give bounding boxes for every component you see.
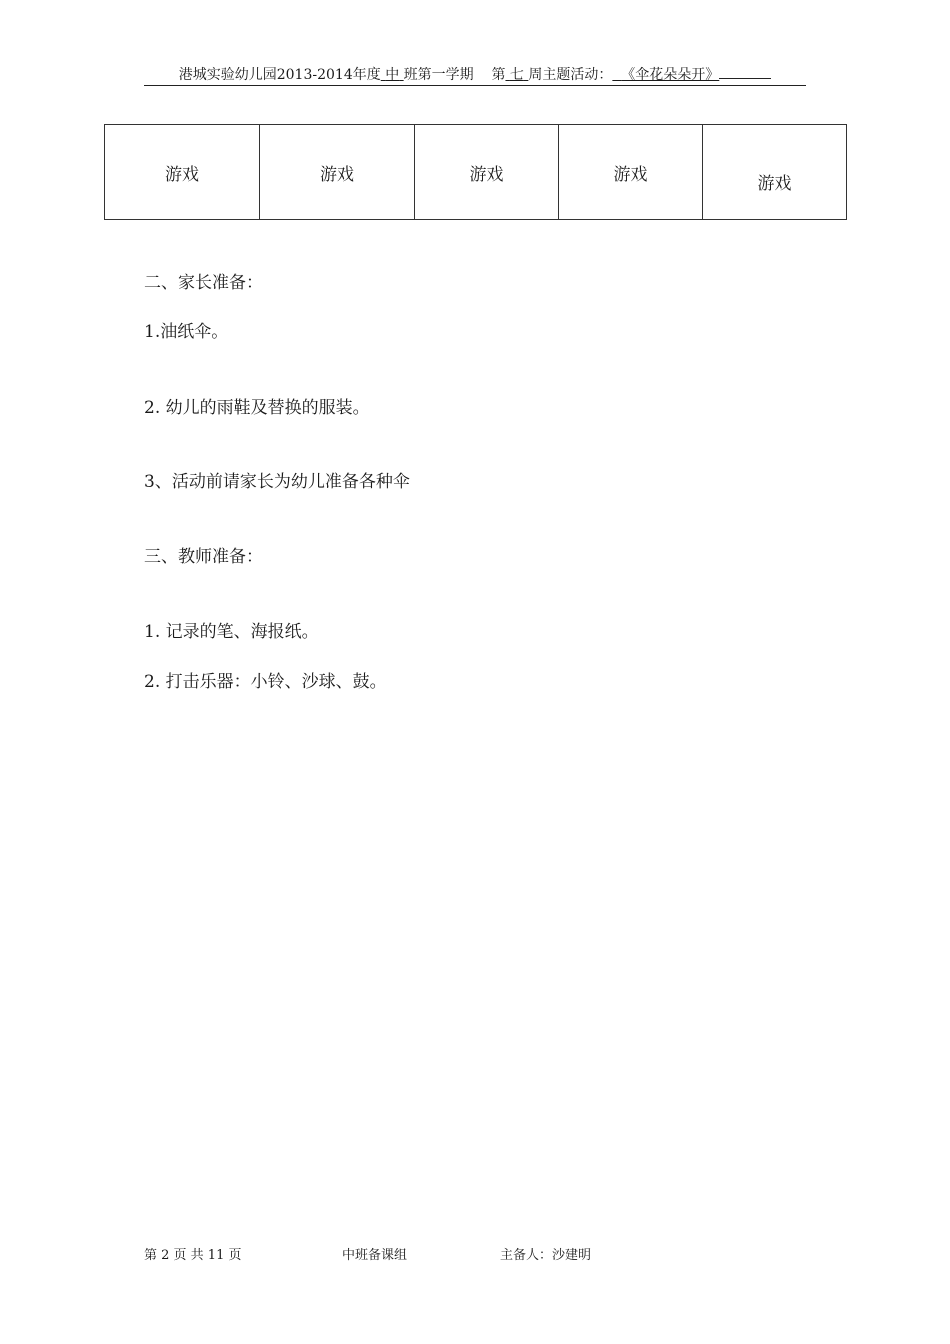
footer-page-number: 第 2 页 共 11 页	[144, 1248, 242, 1263]
teacher-heading: 三、教师准备：	[144, 547, 263, 567]
table-cell: 游戏	[415, 125, 559, 220]
table-cell: 游戏	[105, 125, 260, 220]
table-cell: 游戏	[703, 125, 847, 220]
header-grade: 中	[385, 67, 400, 83]
parents-item: 3、活动前请家长为幼儿准备各种伞	[144, 472, 410, 492]
activity-table	[104, 124, 847, 220]
parents-item: 1.油纸伞。	[144, 322, 229, 342]
table-row	[105, 125, 847, 220]
footer-preparer: 主备人：沙建明	[500, 1248, 592, 1263]
header-school: 港城实验幼儿园2013-2014年度	[178, 67, 381, 83]
parents-heading: 二、家长准备：	[144, 273, 263, 293]
page-header	[144, 64, 806, 85]
header-week-prefix: 第	[491, 67, 506, 83]
teacher-item: 2. 打击乐器：小铃、沙球、鼓。	[144, 672, 387, 692]
footer-group: 中班备课组	[342, 1248, 408, 1263]
header-semester: 班第一学期	[403, 67, 474, 83]
teacher-item: 1. 记录的笔、海报纸。	[144, 622, 319, 642]
header-rule	[144, 85, 806, 86]
table-cell: 游戏	[559, 125, 703, 220]
header-theme-underline	[719, 64, 771, 79]
header-theme-prefix: 周主题活动：	[528, 67, 613, 83]
header-week: 七	[509, 67, 524, 83]
table-cell: 游戏	[260, 125, 415, 220]
header-theme: 《伞花朵朵开》	[621, 67, 720, 83]
parents-item: 2. 幼儿的雨鞋及替换的服装。	[144, 398, 370, 418]
